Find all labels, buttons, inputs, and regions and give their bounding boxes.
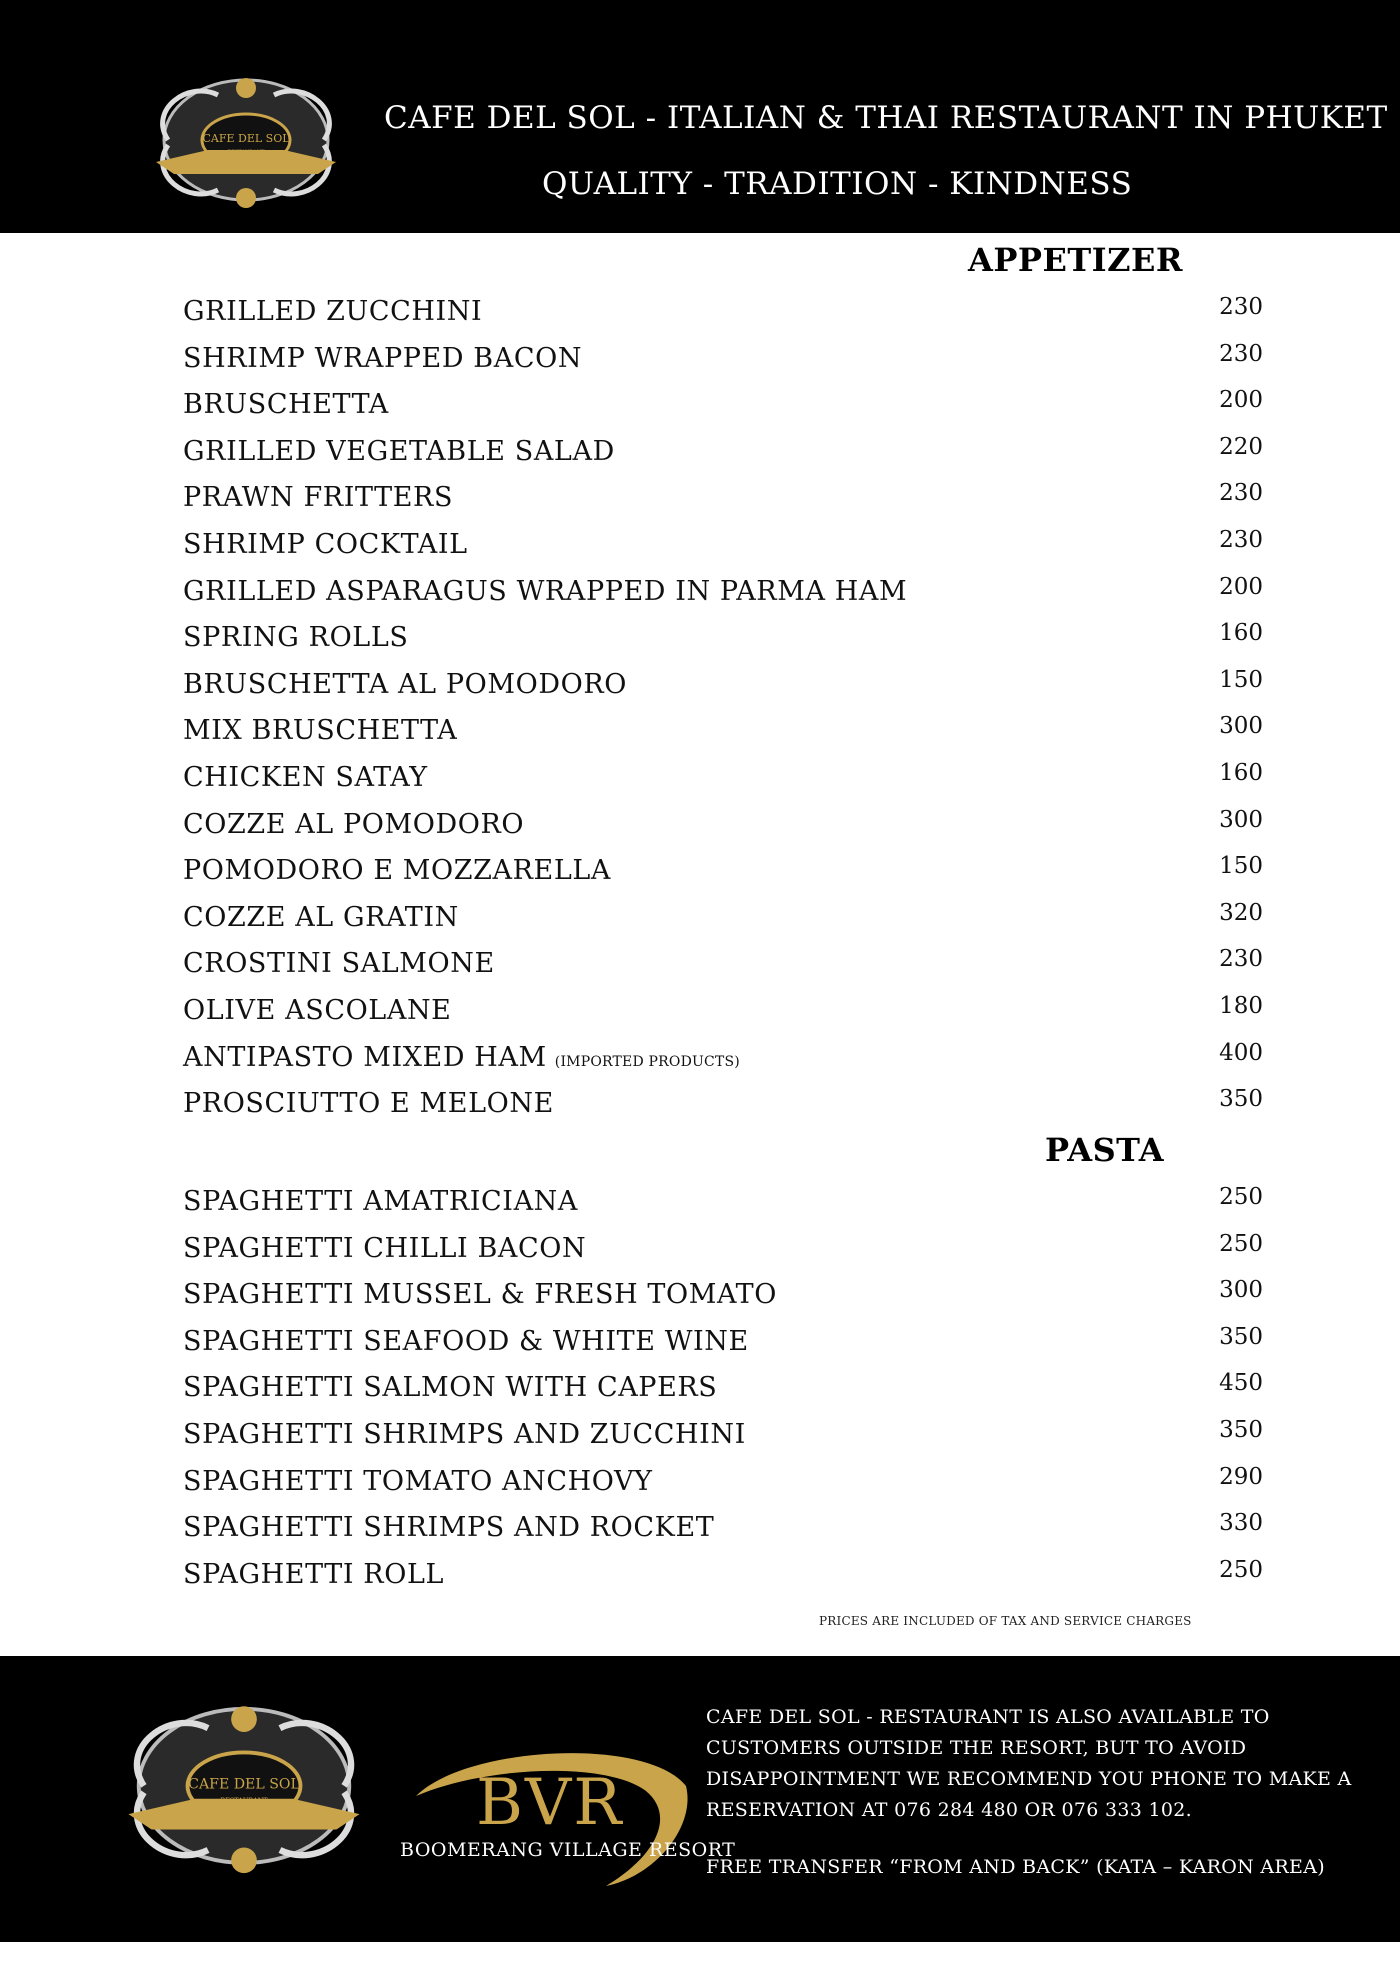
menu-item <box>183 617 1263 664</box>
menu-item-name <box>183 622 408 653</box>
header-tagline: QUALITY - TRADITION - KINDNESS <box>542 166 1133 202</box>
menu-item-name <box>183 809 524 840</box>
menu-item-price: 230 <box>1219 946 1263 973</box>
menu-item-name-text: CROSTINI SALMONE <box>183 948 495 980</box>
reservation-note: CAFE DEL SOL - RESTAURANT IS ALSO AVAILABLE TO CUSTOMERS OUTSIDE THE RESORT, BUT TO AVOID DISAPPOINTMENT WE RECOMMEND YOU PHONE TO MAKE A RESERVATION AT 076 284 480 OR 076 333 102. <box>706 1706 1352 1821</box>
menu-item-name-text: GRILLED VEGETABLE SALAD <box>183 435 615 467</box>
menu-item-name-text: PROSCIUTTO E MELONE <box>183 1088 554 1120</box>
menu-item-price: 230 <box>1219 340 1263 367</box>
menu-item-price: 250 <box>1219 1556 1263 1583</box>
pasta-section-title: PASTA <box>1045 1131 1165 1169</box>
menu-item-name <box>183 1512 714 1543</box>
menu-item-price: 300 <box>1219 1277 1263 1304</box>
menu-item-price: 250 <box>1219 1230 1263 1257</box>
bvr-logo-text: BVR <box>476 1766 624 1840</box>
menu-item-price: 400 <box>1219 1039 1263 1066</box>
menu-item-name <box>183 1559 444 1590</box>
menu-item-name-text: SPAGHETTI SALMON WITH CAPERS <box>183 1372 718 1404</box>
menu-item-name-text: GRILLED ASPARAGUS WRAPPED IN PARMA HAM <box>183 575 908 607</box>
menu-item <box>183 1181 1263 1228</box>
menu-item-name <box>183 1326 749 1357</box>
menu-item-name <box>183 1466 653 1497</box>
menu-item-price: 230 <box>1219 294 1263 320</box>
menu-item-name <box>183 715 457 746</box>
menu-item-name-text: BRUSCHETTA <box>183 389 389 421</box>
menu-item-name-text: BRUSCHETTA AL POMODORO <box>183 668 628 700</box>
menu-item-name-text: SPAGHETTI SEAFOOD & WHITE WINE <box>183 1325 749 1357</box>
menu-item-name-text: OLIVE ASCOLANE <box>183 994 452 1026</box>
menu-item-name-text: POMODORO E MOZZARELLA <box>183 855 612 887</box>
pasta-list <box>183 1181 1263 1600</box>
menu-item-name <box>183 576 907 607</box>
menu-item-name-text: SPRING ROLLS <box>183 622 409 654</box>
menu-item-name-text: SPAGHETTI MUSSEL & FRESH TOMATO <box>183 1279 777 1311</box>
menu-item-price: 300 <box>1219 806 1263 833</box>
menu-item-name <box>183 389 389 420</box>
menu-item-name-text: SPAGHETTI SHRIMPS AND ZUCCHINI <box>183 1418 746 1450</box>
menu-item-name-text: SPAGHETTI TOMATO ANCHOVY <box>183 1465 653 1497</box>
appetizer-section-title: APPETIZER <box>968 241 1183 279</box>
menu-item <box>183 384 1263 431</box>
menu-item-name-text: SPAGHETTI AMATRICIANA <box>183 1186 578 1217</box>
menu-item-name-text: SPAGHETTI SHRIMPS AND ROCKET <box>183 1512 715 1544</box>
menu-item <box>183 477 1263 524</box>
transfer-note: FREE TRANSFER “FROM AND BACK” (KATA – KARON AREA) <box>706 1856 1325 1878</box>
menu-item-name <box>183 1279 777 1310</box>
menu-item-name <box>183 669 627 700</box>
menu-item-name-text: PRAWN FRITTERS <box>183 482 454 514</box>
menu-item <box>183 710 1263 757</box>
menu-item-price: 350 <box>1219 1323 1263 1350</box>
menu-item-price: 160 <box>1219 759 1263 786</box>
menu-item <box>183 1274 1263 1321</box>
menu-item-price: 350 <box>1219 1416 1263 1443</box>
bvr-resort-name: BOOMERANG VILLAGE RESORT <box>400 1839 736 1861</box>
menu-item-name <box>183 296 482 327</box>
menu-item-name-text: SPAGHETTI ROLL <box>183 1558 444 1590</box>
menu-item <box>183 990 1263 1037</box>
menu-item-name-text: COZZE AL POMODORO <box>183 808 525 840</box>
menu-item <box>183 1554 1263 1601</box>
menu-item <box>183 804 1263 851</box>
menu-item-price: 200 <box>1219 573 1263 600</box>
menu-item-name-text: GRILLED ZUCCHINI <box>183 296 483 327</box>
menu-item-price: 320 <box>1219 899 1263 926</box>
menu-item-name-text: ANTIPASTO MIXED HAM <box>183 1041 547 1073</box>
menu-item-price: 220 <box>1219 433 1263 460</box>
menu-item <box>183 1321 1263 1368</box>
header-title: CAFE DEL SOL - ITALIAN & THAI RESTAURANT IN PHUKET <box>384 100 1388 136</box>
price-disclaimer: PRICES ARE INCLUDED OF TAX AND SERVICE CHARGES <box>819 1614 1192 1628</box>
menu-item-name <box>183 902 459 933</box>
menu-item <box>183 1367 1263 1414</box>
menu-item <box>183 291 1263 338</box>
menu-item-price: 230 <box>1219 526 1263 553</box>
logo-text: CAFE DEL SOL <box>202 132 290 145</box>
menu-item <box>183 1228 1263 1275</box>
menu-item-name <box>183 482 453 513</box>
menu-item-name <box>183 1233 586 1264</box>
footer-logo-subtext: RESTAURANT <box>220 1796 268 1805</box>
menu-item-name <box>183 529 468 560</box>
menu-item-name-text: SHRIMP COCKTAIL <box>183 528 468 560</box>
menu-item-name <box>183 343 582 374</box>
menu-item-price: 230 <box>1219 480 1263 507</box>
menu-item-name-text: SHRIMP WRAPPED BACON <box>183 342 583 374</box>
menu-item-price: 180 <box>1219 992 1263 1019</box>
menu-item-price: 300 <box>1219 713 1263 740</box>
menu-item <box>183 338 1263 385</box>
menu-item-name-text: MIX BRUSCHETTA <box>183 715 458 747</box>
footer-logo-text: CAFE DEL SOL <box>188 1776 300 1793</box>
menu-item-name <box>183 762 428 793</box>
menu-item-note: (IMPORTED PRODUCTS) <box>554 1053 740 1070</box>
menu-item <box>183 1461 1263 1508</box>
menu-item-price: 290 <box>1219 1463 1263 1490</box>
menu-item <box>183 1083 1263 1130</box>
menu-item <box>183 1037 1263 1084</box>
menu-item <box>183 850 1263 897</box>
menu-item <box>183 1414 1263 1461</box>
menu-item <box>183 757 1263 804</box>
menu-item-price: 200 <box>1219 387 1263 414</box>
menu-item <box>183 431 1263 478</box>
menu-item-price: 160 <box>1219 620 1263 647</box>
menu-item-price: 150 <box>1219 853 1263 880</box>
menu-item-name <box>183 1088 554 1119</box>
menu-item <box>183 571 1263 618</box>
menu-item-name-text: COZZE AL GRATIN <box>183 901 459 933</box>
menu-item-name <box>183 948 495 979</box>
menu-item-name <box>183 1419 746 1450</box>
menu-item-name <box>183 1186 578 1217</box>
menu-item-name <box>183 995 451 1026</box>
footer-band <box>0 1656 1400 1942</box>
menu-item-name <box>183 436 615 467</box>
menu-item-price: 450 <box>1219 1370 1263 1397</box>
menu-item-name <box>183 855 611 886</box>
menu-item <box>183 1507 1263 1554</box>
menu-item-price: 330 <box>1219 1510 1263 1537</box>
menu-item <box>183 664 1263 711</box>
cafe-del-sol-logo <box>138 70 354 218</box>
menu-item-price: 350 <box>1219 1086 1263 1113</box>
menu-item-name <box>183 1372 717 1403</box>
menu-item-name-text: SPAGHETTI CHILLI BACON <box>183 1232 587 1264</box>
menu-item-name-text: CHICKEN SATAY <box>183 761 428 793</box>
menu-item-name <box>183 1042 740 1073</box>
logo-subtext: RESTAURANT <box>227 149 265 155</box>
menu-item-price: 150 <box>1219 666 1263 693</box>
menu-item <box>183 524 1263 571</box>
menu-item <box>183 897 1263 944</box>
appetizer-list <box>183 291 1263 1130</box>
cafe-del-sol-footer-logo <box>104 1696 384 1886</box>
menu-item-price: 250 <box>1219 1184 1263 1210</box>
menu-item <box>183 943 1263 990</box>
header-band <box>0 0 1400 233</box>
